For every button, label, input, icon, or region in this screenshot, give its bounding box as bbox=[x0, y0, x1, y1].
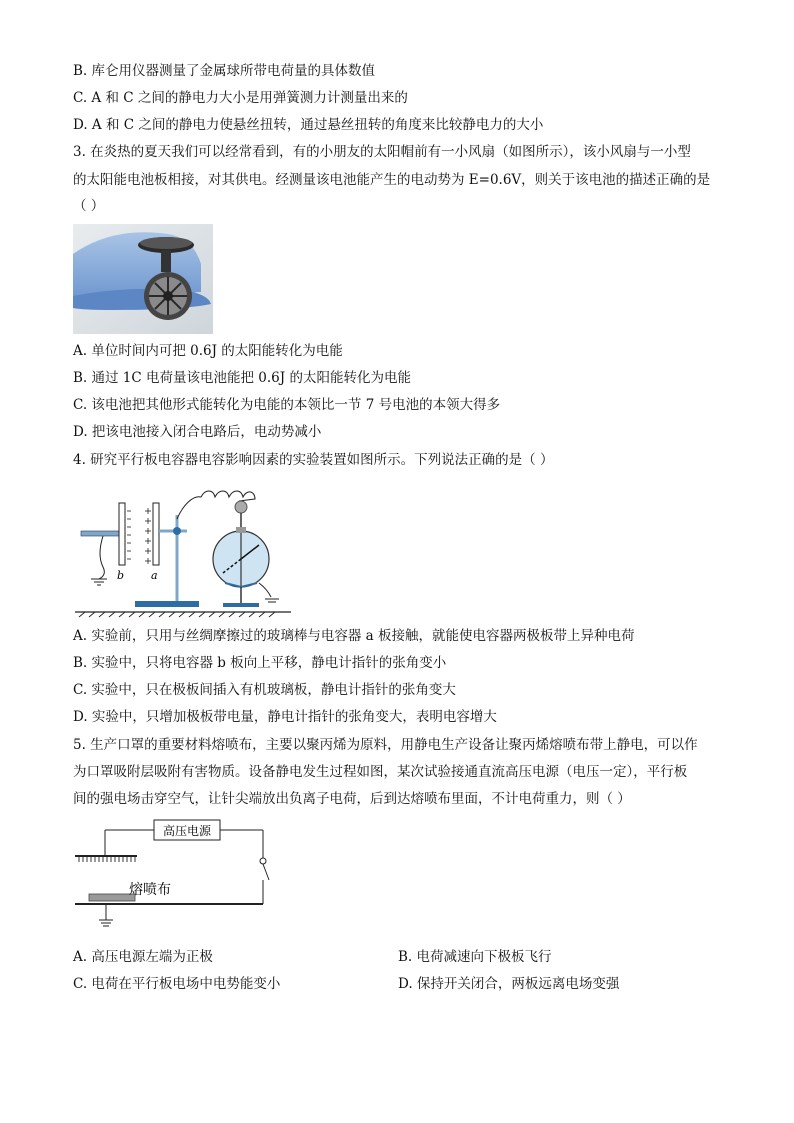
q3-option-d: D. 把该电池接入闭合电路后，电动势减小 bbox=[73, 424, 322, 440]
q5-option-a: A. 高压电源左端为正极 bbox=[73, 949, 213, 965]
q5-option-b: B. 电荷减速向下极板飞行 bbox=[398, 949, 552, 965]
q4-figure-capacitor-electroscope bbox=[73, 475, 293, 620]
q2-option-d: D. A 和 C 之间的静电力使悬丝扭转，通过悬丝扭转的角度来比较静电力的大小 bbox=[73, 117, 544, 133]
q5-stem-line3: 间的强电场击穿空气，让针尖端放出负离子电荷，后到达熔喷布里面，不计电荷重力，则（ ） bbox=[73, 791, 631, 807]
q5-stem-line2: 为口罩吸附层吸附有害物质。设备静电发生过程如图，某次试验接通直流高压电源（电压一定），平行板 bbox=[73, 764, 688, 780]
q2-option-c: C. A 和 C 之间的静电力大小是用弹簧测力计测量出来的 bbox=[73, 90, 408, 106]
q4-option-a: A. 实验前，只用与丝绸摩擦过的玻璃棒与电容器 a 板接触，就能使电容器两极板带上异种电荷 bbox=[73, 628, 635, 644]
q4-label-a: a bbox=[151, 569, 158, 582]
q3-figure-sun-hat-fan bbox=[73, 224, 213, 334]
q4-option-b: B. 实验中，只将电容器 b 板向上平移，静电计指针的张角变小 bbox=[73, 655, 447, 671]
q5-power-label: 高压电源 bbox=[162, 824, 212, 838]
q4-option-c: C. 实验中，只在极板间插入有机玻璃板，静电计指针的张角变大 bbox=[73, 682, 456, 698]
q3-option-b: B. 通过 1C 电荷量该电池能把 0.6J 的太阳能转化为电能 bbox=[73, 370, 411, 386]
q5-option-d: D. 保持开关闭合，两板远离电场变强 bbox=[398, 976, 620, 992]
q5-stem-line1: 5. 生产口罩的重要材料熔喷布，主要以聚丙烯为原料，用静电生产设备让聚丙烯熔喷布带上静电，可以作 bbox=[73, 737, 698, 753]
q4-stem: 4. 研究平行板电容器电容影响因素的实验装置如图所示。下列说法正确的是（ ） bbox=[73, 452, 554, 468]
q2-option-b: B. 库仑用仪器测量了金属球所带电荷量的具体数值 bbox=[73, 63, 376, 79]
q5-cloth-label: 熔喷布 bbox=[129, 882, 171, 898]
q5-figure-static-generator bbox=[73, 816, 273, 941]
q3-stem-line3: （ ） bbox=[73, 198, 105, 214]
q3-option-a: A. 单位时间内可把 0.6J 的太阳能转化为电能 bbox=[73, 343, 343, 359]
q3-stem-line2: 的太阳能电池板相接，对其供电。经测量该电池能产生的电动势为 E=0.6V，则关于该电池的描述正确的是 bbox=[73, 172, 711, 188]
q3-stem-line1: 3. 在炎热的夏天我们可以经常看到，有的小朋友的太阳帽前有一小风扇（如图所示），该小风扇与一小型 bbox=[73, 144, 691, 160]
q4-option-d: D. 实验中，只增加极板带电量，静电计指针的张角变大，表明电容增大 bbox=[73, 709, 497, 725]
q5-option-c: C. 电荷在平行板电场中电势能变小 bbox=[73, 976, 281, 992]
q3-option-c: C. 该电池把其他形式能转化为电能的本领比一节 7 号电池的本领大得多 bbox=[73, 397, 501, 413]
q4-label-b: b bbox=[117, 569, 125, 582]
